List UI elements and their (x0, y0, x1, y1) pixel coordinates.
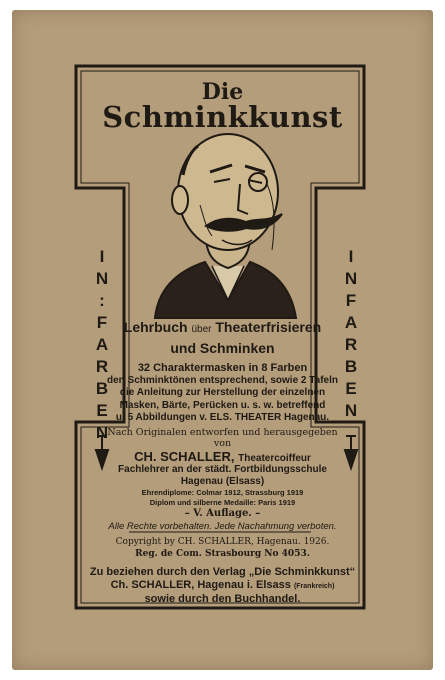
rights-notice: Alle Rechte vorbehalten. Jede Nachahmung verboten. (108, 521, 337, 532)
author-name: CH. SCHALLER, (134, 449, 235, 464)
side-letter: N (95, 423, 109, 442)
author-role-line: Fachlehrer an der städt. Fortbildungsschule (118, 464, 327, 475)
edition: – V. Auflage. – (184, 508, 261, 519)
description-line: Masken, Bärte, Perücken u. s. w. betreffend (119, 399, 326, 411)
author-role-line: Hagenau (Elsass) (180, 475, 265, 487)
availability (0, 566, 445, 606)
subtitle-word: Theaterfrisieren (215, 319, 322, 335)
side-letter: N (344, 269, 358, 288)
subtitle-word: Lehrbuch (123, 319, 188, 335)
side-letter: R (95, 357, 109, 376)
subtitle-line: und Schminken (170, 340, 275, 356)
page-title: Schminkkunst (102, 100, 343, 134)
side-letter: F (96, 313, 108, 332)
honors-line: Ehrendiplome: Colmar 1912, Strassburg 1919 (141, 488, 304, 497)
side-letter: F (345, 291, 357, 310)
side-letter: I (99, 247, 105, 266)
title-small: Die (201, 79, 244, 105)
side-letter: I (348, 247, 354, 266)
availability-line: sowie durch den Buchhandel. (144, 593, 301, 605)
availability-line: Zu beziehen durch den Verlag „Die Schminkkunst“ (89, 566, 356, 578)
side-letter: N (344, 401, 358, 420)
honors-line: Diplom und silberne Medaille: Paris 1919 (149, 497, 296, 507)
side-letter: : (99, 291, 105, 310)
side-letter: R (344, 335, 358, 354)
side-letter: A (344, 313, 358, 332)
availability-line: Ch. SCHALLER, Hagenau i. Elsass (110, 578, 291, 591)
description-line: u. 5 Abbildungen v. ELS. THEATER Hagenau. (115, 412, 330, 423)
side-letter: E (96, 401, 108, 420)
availability-country: (Frankreich) (293, 582, 335, 590)
side-letter: B (344, 357, 358, 376)
author-intro-line: von (213, 438, 232, 449)
side-letter: E (345, 379, 357, 398)
subtitle-word: über (191, 324, 212, 335)
description-line: die Anleitung zur Herstellung der einzelnen (119, 387, 326, 398)
description-line: 32 Charaktermasken in 8 Farben (137, 362, 308, 374)
side-letter: B (95, 379, 109, 398)
copyright: Copyright by CH. SCHALLER, Hagenau. 1926. (115, 537, 330, 547)
register: Reg. de Com. Strasbourg No 4053. (135, 549, 310, 559)
side-letter: N (95, 269, 109, 288)
description-line: den Schminktönen entsprechend, sowie 2 Tafeln (107, 374, 338, 386)
author-title: Theatercoiffeur (238, 453, 311, 464)
side-letter: A (95, 335, 109, 354)
author-intro-line: Nach Originalen entworfen und herausgegeben (107, 427, 338, 438)
